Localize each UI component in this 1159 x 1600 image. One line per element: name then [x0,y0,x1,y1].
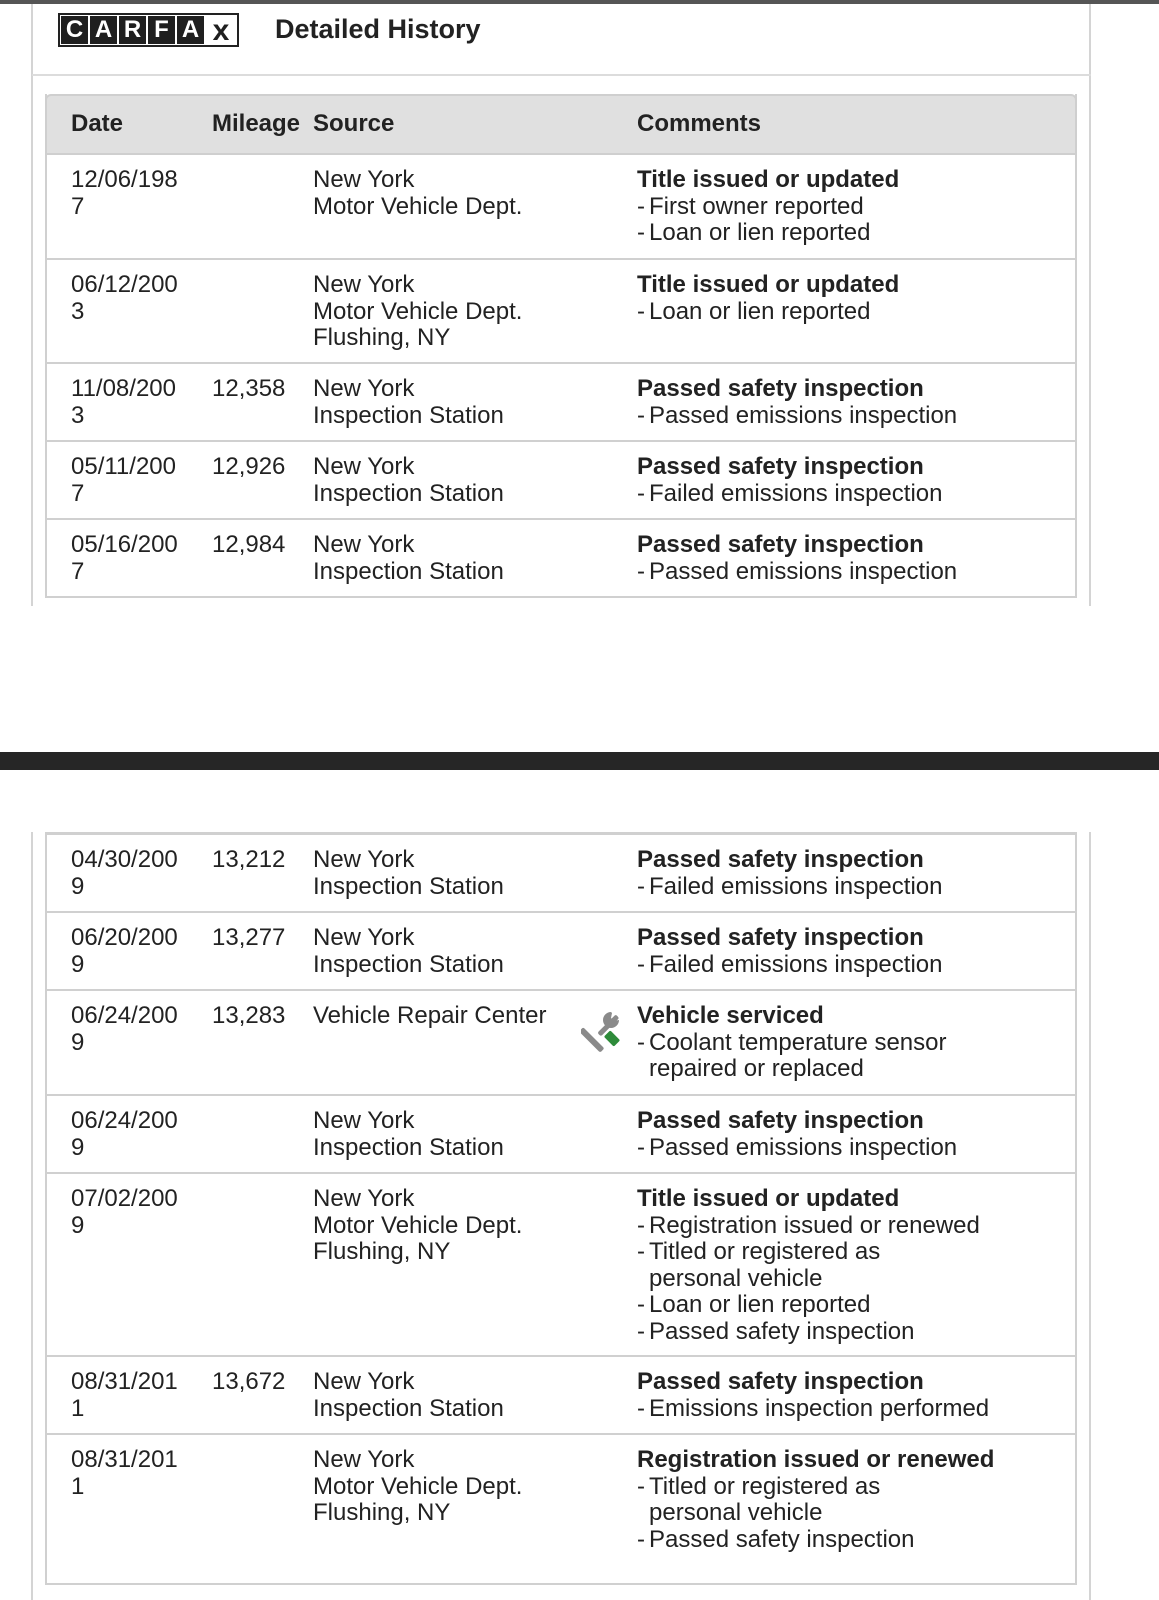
table-row [47,442,1075,520]
comment-item-text: Registration issued or renewed [649,1211,980,1239]
bullet-dash: - [637,219,645,246]
comment-item-text: Passed safety inspection [649,1525,915,1553]
bullet-dash: - [637,557,645,585]
table-row [47,1357,1075,1435]
source-line: New York [313,453,415,480]
source-line: Motor Vehicle Dept. [313,192,523,220]
comment-item-text: Failed emissions inspection [649,479,943,507]
source-line: New York [313,375,415,402]
comment-item-text: Coolant temperature sensor repaired or replaced [649,1028,947,1082]
comments-cell [637,1003,1047,1083]
bullet-dash: - [637,1525,645,1553]
date-line: 06/24/200 [71,1107,178,1134]
table-row [47,155,1075,260]
comment-heading: Passed safety inspection [637,846,924,873]
comments-cell [637,167,1047,247]
table-row [47,991,1075,1096]
column-header-comments: Comments [637,110,762,137]
source-line: Flushing, NY [313,324,451,351]
bullet-dash: - [637,1028,645,1056]
date-cell [71,532,201,585]
source-line: Inspection Station [313,557,504,585]
comment-item [637,1239,1047,1292]
column-header-date: Date [71,110,124,137]
table-row [47,1174,1075,1357]
comment-item-text: Loan or lien reported [649,297,871,325]
comment-item-text: Titled or registered as personal vehicle [649,1472,881,1526]
source-cell [313,376,573,429]
comment-heading: Passed safety inspection [637,1107,924,1134]
bullet-dash: - [637,192,645,220]
date-cell [71,167,201,220]
date-line: 9 [71,950,85,978]
column-header-mileage: Mileage [212,110,301,137]
table-header [45,94,1077,155]
date-line: 1 [71,1394,85,1422]
date-cell [71,1108,201,1161]
source-line: New York [313,531,415,558]
comment-item-text: Failed emissions inspection [649,872,943,900]
source-line: Vehicle Repair Center [313,1002,547,1029]
table-row [47,835,1075,913]
source-cell [313,847,573,900]
date-line: 9 [71,872,85,900]
page-title: Detailed History [275,14,481,44]
bullet-dash: - [637,401,645,429]
comment-item [637,1213,1047,1240]
date-cell [71,454,201,507]
table-row [47,364,1075,442]
date-line: 7 [71,479,85,507]
comments-cell [637,272,1047,325]
comment-item [637,1030,1047,1083]
source-cell [313,272,573,352]
source-line: New York [313,924,415,951]
source-line: New York [313,1446,415,1473]
table-row [47,520,1075,598]
bullet-dash: - [637,1317,645,1345]
bullet-dash: - [637,1291,645,1318]
history-table [45,94,1077,598]
date-cell [71,1003,201,1056]
source-cell [313,1447,573,1527]
logo-letter: F [148,16,175,44]
comment-item [637,220,1047,247]
date-line: 06/24/200 [71,1002,178,1029]
date-cell [71,847,201,900]
comment-heading: Vehicle serviced [637,1002,824,1029]
comment-heading: Passed safety inspection [637,375,924,402]
source-cell [313,1369,573,1422]
comments-cell [637,847,1047,900]
mileage-cell: 12,984 [212,531,286,558]
column-header-source: Source [313,110,395,137]
comment-item [637,1396,1047,1423]
source-line: Inspection Station [313,872,504,900]
date-line: 3 [71,297,85,325]
comment-item-text: Failed emissions inspection [649,950,943,978]
comment-items [637,299,1047,326]
source-line: New York [313,1368,415,1395]
source-line: Inspection Station [313,479,504,507]
comment-item-text: Passed safety inspection [649,1317,915,1345]
comment-items [637,1213,1047,1346]
comment-heading: Passed safety inspection [637,531,924,558]
comment-heading: Title issued or updated [637,271,900,298]
comment-heading: Passed safety inspection [637,453,924,480]
bullet-dash: - [637,872,645,900]
bullet-dash: - [637,1211,645,1239]
logo-letter: C [61,16,88,44]
comments-cell [637,1186,1047,1345]
comment-item [637,1292,1047,1319]
comment-item-text: Loan or lien reported [649,1291,871,1318]
mileage-cell: 12,926 [212,453,286,480]
comment-items [637,874,1047,901]
history-panel-page-2 [0,770,1159,1600]
source-cell [313,1186,573,1266]
source-line: Motor Vehicle Dept. [313,1472,523,1500]
mileage-cell: 13,283 [212,1002,286,1029]
comments-cell [637,1447,1047,1553]
comment-item [637,874,1047,901]
source-cell [313,532,573,585]
source-cell [313,1108,573,1161]
source-line: Motor Vehicle Dept. [313,297,523,325]
source-line: New York [313,846,415,873]
logo-letter: A [90,16,117,44]
comment-item-text: Passed emissions inspection [649,557,958,585]
date-line: 06/20/200 [71,924,178,951]
comment-item [637,299,1047,326]
comment-item [637,1474,1047,1527]
bullet-dash: - [637,1238,645,1265]
date-line: 12/06/198 [71,166,178,193]
frame-left-border [31,832,33,1600]
source-cell [313,167,573,220]
date-line: 7 [71,192,85,220]
comment-heading: Title issued or updated [637,1185,900,1212]
mileage-cell: 13,672 [212,1368,286,1395]
date-cell [71,376,201,429]
comment-item [637,1135,1047,1162]
logo-suffix: x [212,14,230,47]
comment-items [637,1474,1047,1554]
page-separator [0,752,1159,770]
comment-item [637,1527,1047,1554]
date-line: 9 [71,1133,85,1161]
table-body [47,155,1075,598]
logo-letter: A [177,16,204,44]
source-line: Inspection Station [313,401,504,429]
comment-items [637,559,1047,586]
service-tools-icon [581,1008,625,1052]
frame-left-border [31,4,33,606]
comment-item [637,952,1047,979]
logo-letter: R [119,16,146,44]
comment-items [637,952,1047,979]
comment-item-text: First owner reported [649,192,864,220]
date-line: 04/30/200 [71,846,178,873]
source-line: New York [313,166,415,193]
source-line: New York [313,1107,415,1134]
comments-cell [637,1108,1047,1161]
date-line: 1 [71,1472,85,1500]
comment-item-text: Emissions inspection performed [649,1394,990,1422]
date-line: 7 [71,557,85,585]
comments-cell [637,925,1047,978]
date-cell [71,1186,201,1239]
source-cell [313,925,573,978]
comment-item [637,194,1047,221]
source-line: Inspection Station [313,1133,504,1161]
source-line: Inspection Station [313,950,504,978]
date-line: 06/12/200 [71,271,178,298]
date-line: 05/11/200 [71,453,176,480]
comments-cell [637,376,1047,429]
date-cell [71,1447,201,1500]
history-table-continued [45,832,1077,1585]
comment-items [637,1030,1047,1083]
carfax-logo [58,13,239,47]
history-panel-page-1 [0,4,1159,606]
date-cell [71,1369,201,1422]
date-cell [71,925,201,978]
comment-items [637,481,1047,508]
mileage-cell: 13,212 [212,846,286,873]
comment-heading: Passed safety inspection [637,924,924,951]
bullet-dash: - [637,1472,645,1500]
comment-item [637,559,1047,586]
comment-item [637,481,1047,508]
comment-item-text: Titled or registered as personal vehicle [649,1238,881,1292]
bullet-dash: - [637,1133,645,1161]
date-line: 3 [71,401,85,429]
frame-right-border [1089,4,1091,606]
date-line: 11/08/200 [71,375,176,402]
source-line: Inspection Station [313,1394,504,1422]
date-line: 08/31/201 [71,1368,178,1395]
date-line: 9 [71,1211,85,1239]
comment-heading: Title issued or updated [637,166,900,193]
source-line: Motor Vehicle Dept. [313,1211,523,1239]
frame-right-border [1089,832,1091,1600]
date-line: 08/31/201 [71,1446,178,1473]
bullet-dash: - [637,479,645,507]
comments-cell [637,454,1047,507]
comments-cell [637,532,1047,585]
source-line: New York [313,1185,415,1212]
bullet-dash: - [637,950,645,978]
comment-items [637,1396,1047,1423]
bullet-dash: - [637,297,645,325]
table-row [47,913,1075,991]
source-cell [313,454,573,507]
source-cell [313,1003,573,1030]
report-header [32,4,1091,76]
table-body [47,835,1075,1585]
mileage-cell: 12,358 [212,375,286,402]
comment-heading: Passed safety inspection [637,1368,924,1395]
comment-item [637,403,1047,430]
comment-item-text: Passed emissions inspection [649,401,958,429]
mileage-cell: 13,277 [212,924,286,951]
source-line: Flushing, NY [313,1499,451,1526]
table-row [47,1096,1075,1174]
date-line: 07/02/200 [71,1185,178,1212]
comment-item-text: Passed emissions inspection [649,1133,958,1161]
date-line: 05/16/200 [71,531,178,558]
comment-items [637,403,1047,430]
table-row [47,1435,1075,1585]
comment-items [637,194,1047,247]
comment-heading: Registration issued or renewed [637,1446,995,1473]
source-line: New York [313,271,415,298]
comments-cell [637,1369,1047,1422]
comment-items [637,1135,1047,1162]
date-cell [71,272,201,325]
date-line: 9 [71,1028,85,1056]
comment-item-text: Loan or lien reported [649,219,871,246]
source-line: Flushing, NY [313,1238,451,1265]
table-row [47,260,1075,364]
comment-item [637,1319,1047,1346]
bullet-dash: - [637,1394,645,1422]
